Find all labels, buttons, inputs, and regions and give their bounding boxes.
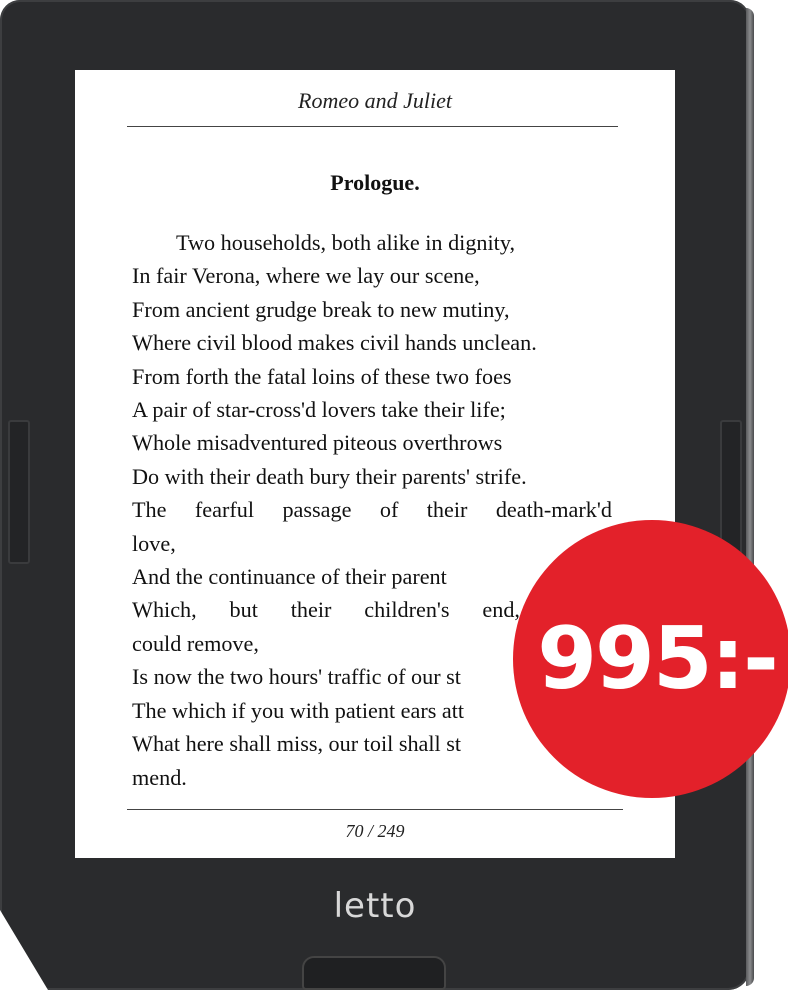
text-line: Two households, both alike in dignity, <box>176 230 516 255</box>
text-line: mend. <box>132 764 187 790</box>
footer-divider <box>127 809 623 810</box>
text-word: passage <box>282 497 352 523</box>
text-word: The <box>132 497 167 523</box>
home-button[interactable] <box>302 956 446 990</box>
text-line: Where civil blood makes civil hands unclean. <box>132 330 537 356</box>
text-line: And the continuance of their parent <box>132 564 447 590</box>
text-word: their <box>426 497 468 523</box>
text-word: their <box>290 597 332 623</box>
brand-logo: letto <box>333 886 417 926</box>
device-rim <box>746 8 754 986</box>
text-line: could remove, <box>132 630 259 656</box>
text-word: fearful <box>194 497 255 523</box>
text-line: From ancient grudge break to new mutiny, <box>132 296 510 322</box>
text-line: The which if you with patient ears att <box>132 697 465 723</box>
price-badge <box>513 520 788 798</box>
text-word: children's <box>364 597 450 623</box>
text-line: love, <box>132 530 176 556</box>
text-line <box>132 593 520 626</box>
text-line: Whole misadventured piteous overthrows <box>132 430 503 456</box>
text-word: Which, <box>132 597 197 623</box>
text-word: but <box>229 597 258 623</box>
page-back-button[interactable] <box>8 420 30 564</box>
page-indicator: 70 / 249 <box>345 821 405 841</box>
text-word: end, <box>482 597 520 623</box>
text-line <box>132 493 612 526</box>
text-line: A pair of star-cross'd lovers take their life; <box>132 397 506 423</box>
text-line: Do with their death bury their parents' strife. <box>132 463 527 489</box>
header-divider <box>127 126 618 127</box>
chapter-heading: Prologue. <box>330 170 420 195</box>
text-word: death-mark'd <box>495 497 612 523</box>
text-word: of <box>379 497 399 523</box>
text-line: From forth the fatal loins of these two foes <box>132 363 512 389</box>
text-line: In fair Verona, where we lay our scene, <box>132 263 480 289</box>
price-label: 995:- <box>537 609 777 709</box>
text-line: Is now the two hours' traffic of our st <box>132 664 461 690</box>
book-title: Romeo and Juliet <box>298 88 452 113</box>
text-line: What here shall miss, our toil shall st <box>132 731 462 757</box>
